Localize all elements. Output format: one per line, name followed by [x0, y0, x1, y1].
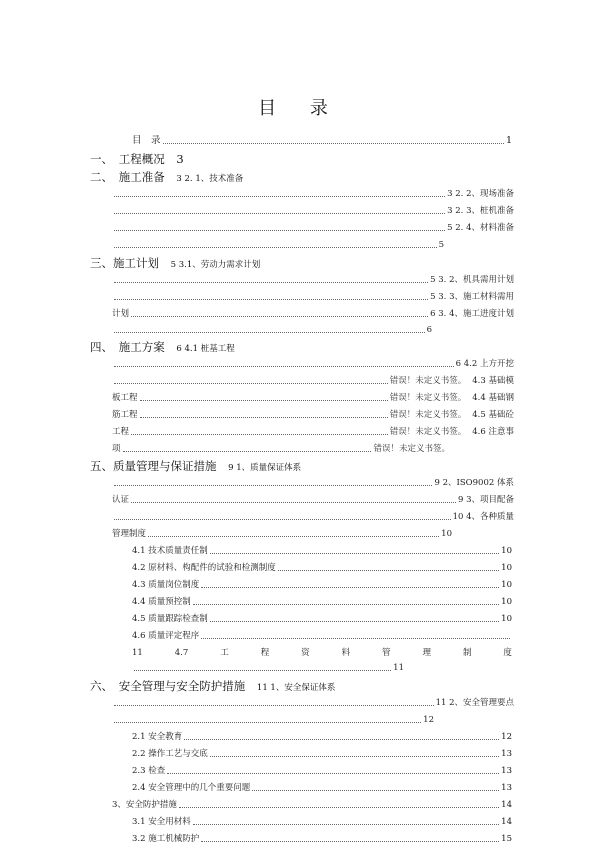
- toc-line[interactable]: [112, 221, 514, 235]
- toc-section-4[interactable]: [90, 340, 235, 354]
- dot-leader: [210, 552, 499, 554]
- toc-line-text: 4.6 注意事: [472, 427, 514, 437]
- toc-section-2[interactable]: [90, 170, 243, 184]
- toc-subitem[interactable]: [132, 781, 512, 795]
- toc-line[interactable]: [112, 357, 514, 371]
- toc-line-text: 3 2. 3、桩机准备: [447, 206, 514, 216]
- toc-line-head: 板工程: [112, 393, 138, 403]
- toc-line-text: 4.5 基础砼: [472, 410, 514, 420]
- toc-subitem[interactable]: [132, 764, 512, 778]
- subitem-page: 10: [501, 597, 512, 607]
- spread-token: 料: [341, 648, 351, 658]
- dot-leader: [167, 772, 499, 774]
- dot-leader: [193, 603, 499, 605]
- dot-leader: [114, 721, 421, 723]
- toc-error-line[interactable]: [112, 425, 514, 439]
- spread-token: 资: [301, 648, 310, 658]
- subitem-label: 3、安全防护措施: [112, 800, 177, 810]
- dot-leader: [131, 433, 388, 435]
- subitem-page: 13: [501, 766, 512, 776]
- toc-line[interactable]: [112, 527, 452, 541]
- section-page: 3: [176, 152, 184, 166]
- section-label: 一、 工程概况: [90, 152, 165, 166]
- section-label: 六、 安全管理与安全防护措施: [90, 679, 246, 693]
- toc-subitem[interactable]: [132, 747, 512, 761]
- spread-token: 度: [503, 648, 512, 658]
- section-label: 五、质量管理与保证措施: [90, 459, 217, 473]
- toc-line[interactable]: [112, 510, 514, 524]
- document-title: 目 录: [258, 98, 342, 119]
- dot-leader: [134, 669, 391, 671]
- toc-line[interactable]: [112, 273, 514, 287]
- toc-line-text: 9 3、项目配备: [457, 495, 514, 505]
- dot-leader: [114, 298, 428, 300]
- toc-line[interactable]: [112, 696, 514, 710]
- dot-leader: [114, 246, 437, 248]
- toc-line[interactable]: [112, 204, 514, 218]
- toc-line-head: 工程: [112, 427, 130, 437]
- toc-page: 1: [505, 135, 512, 146]
- toc-subitem[interactable]: [132, 730, 512, 744]
- subitem-page: 10: [501, 546, 512, 556]
- toc-line-head: 认证: [112, 495, 130, 505]
- section-tail: 3 2. 1、技术准备: [176, 174, 244, 184]
- toc-line-text: 6: [426, 325, 432, 335]
- toc-subitem[interactable]: [132, 578, 512, 592]
- dot-leader: [114, 704, 434, 706]
- section-tail: 11 1、安全保证体系: [256, 683, 336, 693]
- subitem-page: 10: [501, 580, 512, 590]
- toc-line-head: 计划: [112, 309, 130, 319]
- spread-token: 制: [462, 648, 472, 658]
- toc-line[interactable]: [112, 323, 432, 337]
- section-tail: 5 3.1、劳动力需求计划: [170, 260, 261, 270]
- dot-leader: [201, 586, 499, 588]
- subitem-page: 12: [501, 732, 512, 742]
- subitem-label: 4.5 质量跟踪检查制: [132, 614, 208, 624]
- toc-line-text: 4.4 基础钢: [472, 393, 514, 403]
- toc-line-text: 5 3. 2、机具需用计划: [430, 275, 514, 285]
- subitem-label: 2.2 操作工艺与交底: [132, 749, 208, 759]
- dot-leader: [114, 382, 388, 384]
- dot-leader: [114, 281, 428, 283]
- dot-leader: [114, 484, 432, 486]
- subitem-page: 13: [501, 749, 512, 759]
- toc-line[interactable]: [112, 476, 514, 490]
- toc-line-text: 5 3. 3、施工材料需用: [430, 292, 514, 302]
- dot-leader: [114, 212, 445, 214]
- subitem-label: 4.6 质量评定程序: [132, 631, 200, 641]
- toc-line-text: 9 2、ISO9002 体系: [434, 478, 514, 488]
- subitem-label: 3.1 安全用材料: [132, 817, 191, 827]
- dot-leader: [210, 755, 499, 757]
- subitem-page: 15: [501, 834, 512, 844]
- dot-leader: [114, 365, 454, 367]
- toc-line-head: 筋工程: [112, 410, 138, 420]
- toc-line-head: 管理制度: [112, 529, 147, 539]
- toc-subitem[interactable]: [132, 595, 512, 609]
- dot-leader: [252, 789, 499, 791]
- toc-line[interactable]: [112, 713, 434, 727]
- subitem-label: 4.4 质量预控制: [132, 597, 191, 607]
- dot-leader: [114, 518, 451, 520]
- toc-subitem[interactable]: [132, 815, 512, 829]
- subitem-label: 4.3 质量岗位制度: [132, 580, 200, 590]
- toc-line-text: 5: [438, 240, 444, 250]
- toc-error-line[interactable]: [112, 442, 450, 456]
- dot-leader: [114, 229, 445, 231]
- toc-subitem[interactable]: [132, 832, 512, 846]
- toc-line-text: 10: [441, 529, 452, 539]
- subitem-label: 4.1 技术质量责任制: [132, 546, 208, 556]
- toc-line-text: 12: [423, 715, 434, 725]
- toc-line-text: 4.3 基础模: [472, 376, 514, 386]
- toc-subitem[interactable]: [132, 544, 512, 558]
- toc-label: 目 录: [132, 135, 161, 146]
- subitem-label: 2.4 安全管理中的几个重要问题: [132, 783, 251, 793]
- error-bookmark-text: 错误！未定义书签。: [389, 410, 467, 420]
- subitem-page: 13: [501, 783, 512, 793]
- subitem-label: 2.3 检查: [132, 766, 166, 776]
- dot-leader: [193, 823, 499, 825]
- toc-subitem[interactable]: [112, 798, 512, 812]
- toc-error-line[interactable]: [112, 408, 514, 422]
- spread-token: 工: [220, 648, 229, 658]
- error-bookmark-text: 错误！未定义书签。: [373, 444, 450, 454]
- toc-line[interactable]: [112, 493, 514, 507]
- section-tail: 9 1、质量保证体系: [228, 463, 302, 473]
- toc-subitem[interactable]: [132, 629, 512, 643]
- toc-line[interactable]: [112, 238, 444, 252]
- toc-error-line[interactable]: [112, 374, 514, 388]
- toc-line-text: 11: [393, 663, 404, 673]
- dot-leader: [201, 840, 499, 842]
- dot-leader: [201, 637, 510, 639]
- toc-entry-contents[interactable]: [132, 134, 512, 148]
- toc-line-text: 5 2. 4、材料准备: [447, 223, 514, 233]
- dot-leader: [140, 399, 388, 401]
- dot-leader: [131, 315, 428, 317]
- spread-token: 理: [422, 648, 432, 658]
- dot-leader: [163, 142, 504, 144]
- subitem-label: 4.2 原材料、构配件的试验和检测制度: [132, 563, 276, 573]
- dot-leader: [114, 331, 425, 333]
- section-label: 二、 施工准备: [90, 170, 165, 184]
- spread-token: 程: [260, 648, 270, 658]
- dot-leader: [184, 738, 499, 740]
- error-bookmark-text: 错误！未定义书签。: [389, 427, 467, 437]
- toc-line[interactable]: [112, 307, 514, 321]
- dot-leader: [148, 535, 439, 537]
- subitem-page: 14: [501, 817, 512, 827]
- error-bookmark-text: 错误！未定义书签。: [389, 376, 467, 386]
- dot-leader: [278, 569, 499, 571]
- subitem-label: 2.1 安全教育: [132, 732, 183, 742]
- toc-section-6[interactable]: [90, 679, 335, 693]
- subitem-page: 10: [501, 614, 512, 624]
- subitem-page: 10: [501, 563, 512, 573]
- toc-line-text: 6 3. 4、施工进度计划: [430, 309, 514, 319]
- toc-line-text: 10 4、各种质量: [452, 512, 514, 522]
- toc-line[interactable]: [132, 661, 404, 675]
- dot-leader: [114, 195, 445, 197]
- dot-leader: [131, 501, 456, 503]
- subitem-label: 3.2 施工机械防护: [132, 834, 200, 844]
- toc-line[interactable]: [112, 290, 514, 304]
- dot-leader: [210, 620, 499, 622]
- section-tail: 6 4.1 桩基工程: [176, 344, 235, 354]
- toc-subitem[interactable]: [132, 561, 512, 575]
- toc-line-text: 11 2、安全管理要点: [435, 698, 514, 708]
- toc-section-1[interactable]: [90, 152, 184, 166]
- spread-token: 4.7: [174, 648, 189, 658]
- toc-line-head: 项: [112, 444, 121, 454]
- toc-section-3[interactable]: [90, 256, 260, 270]
- toc-line-text: 6 4.2 上方开挖: [455, 359, 514, 369]
- error-bookmark-text: 错误！未定义书签。: [389, 393, 467, 403]
- section-label: 三、施工计划: [90, 256, 159, 270]
- toc-line-text: 3 2. 2、现场准备: [447, 189, 514, 199]
- dot-leader: [123, 450, 372, 452]
- section-label: 四、 施工方案: [90, 340, 165, 354]
- toc-spread-line[interactable]: [132, 646, 512, 660]
- dot-leader: [140, 416, 388, 418]
- toc-subitem[interactable]: [132, 612, 512, 626]
- toc-error-line[interactable]: [112, 391, 514, 405]
- dot-leader: [179, 806, 499, 808]
- toc-section-5[interactable]: [90, 459, 301, 473]
- spread-token: 管: [382, 648, 391, 658]
- toc-line[interactable]: [112, 187, 514, 201]
- subitem-page: 14: [501, 800, 512, 810]
- spread-token: 11: [132, 648, 143, 658]
